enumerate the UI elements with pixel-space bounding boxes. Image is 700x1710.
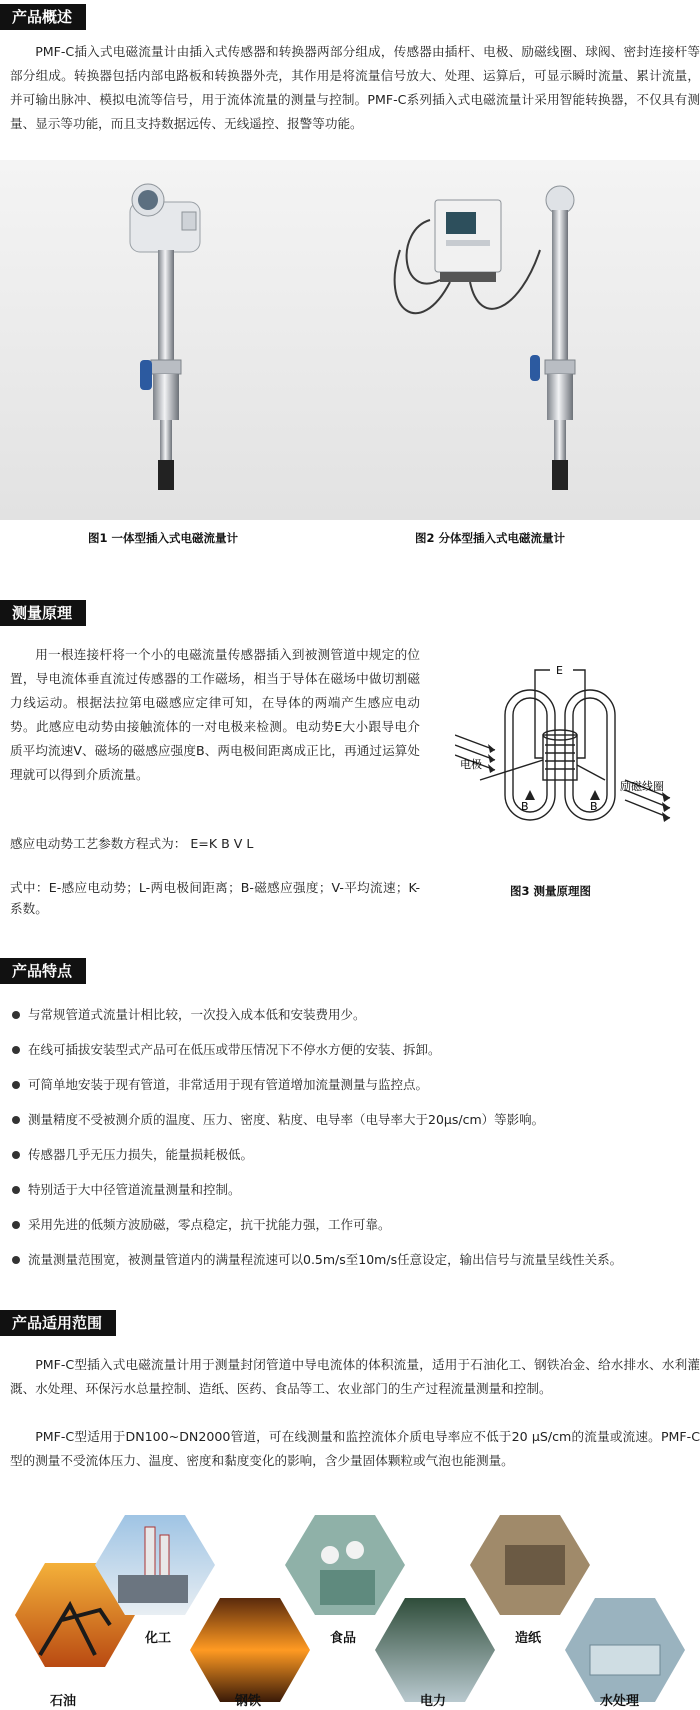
scope-heading: 产品适用范围 xyxy=(0,1310,116,1336)
industry-water-label: 水处理 xyxy=(600,1694,640,1709)
feature-item: 流量测量范围宽，被测量管道内的满量程流速可以0.5m/s至10m/s任意设定，输出信号与流量呈线性关系。 xyxy=(10,1250,700,1285)
principle-heading: 测量原理 xyxy=(0,600,86,626)
steel-hex xyxy=(190,1598,310,1702)
diagram-coil-label: 励磁线圈 xyxy=(620,780,664,793)
industry-collage xyxy=(0,1515,700,1710)
industry-steel-label: 钢铁 xyxy=(235,1694,262,1709)
features-heading: 产品特点 xyxy=(0,958,86,984)
feature-item: 测量精度不受被测介质的温度、压力、密度、粘度、电导率（电导率大于20μs/cm）等影响。 xyxy=(10,1110,700,1145)
scope-para1: PMF-C型插入式电磁流量计用于测量封闭管道中导电流体的体积流量，适用于石油化工、钢铁冶金、给水排水、水利灌溉、水处理、环保污水总量控制、造纸、医药、食品等工、农业部门的生产过程流量测量和控制。 xyxy=(10,1357,700,1396)
power-hex xyxy=(375,1598,495,1702)
feature-item: 与常规管道式流量计相比较，一次投入成本低和安装费用少。 xyxy=(10,1005,700,1040)
features-list xyxy=(10,1005,700,1285)
fig3-caption: 图3 测量原理图 xyxy=(510,884,592,898)
overview-text: PMF-C插入式电磁流量计由插入式传感器和转换器两部分组成，传感器由插杆、电极、励磁线圈、球阀、密封连接杆等部分组成。转换器包括内部电路板和转换器外壳，其作用是将流量信号放大、处理、运算后，可显示瞬时流量、累计流量，并可输出脉冲、模拟电流等信号，用于流体流量的测量与控制。PMF-C系列插入式电磁流量计采用智能转换器，不仅具有测量、显示等功能，而且支持数据远传、无线遥控、报警等功能。 xyxy=(10,44,700,131)
product-photos xyxy=(0,160,700,540)
industry-food-label: 食品 xyxy=(330,1631,357,1646)
diagram-b-right-label: B xyxy=(590,800,598,813)
industry-power-label: 电力 xyxy=(420,1694,447,1709)
industry-oil-label: 石油 xyxy=(50,1694,77,1709)
diagram-electrode-label: 电极 xyxy=(460,758,482,771)
overview-heading: 产品概述 xyxy=(0,4,86,30)
feature-item: 可简单地安装于现有管道，非常适用于现有管道增加流量测量与监控点。 xyxy=(10,1075,700,1110)
diagram-e-label: E xyxy=(556,664,563,677)
principle-text: 用一根连接杆将一个小的电磁流量传感器插入到被测管道中规定的位置，导电流体垂直流过传感器的工作磁场，相当于导体在磁场中做切割磁力线运动。根据法拉第电磁感应定律可知，在导体的两端产生感应电动势。此感应电动势由接触流体的一对电极来检测。电动势E大小跟导电介质平均流速V、磁场的磁感应强度B、两电极间距离成正比，再通过运算处理就可以得到介质流量。 xyxy=(10,647,420,782)
fig2-caption: 图2 分体型插入式电磁流量计 xyxy=(415,531,566,545)
diagram-b-left-label: B xyxy=(521,800,529,813)
principle-diagram xyxy=(455,650,700,880)
feature-item: 特别适于大中径管道流量测量和控制。 xyxy=(10,1180,700,1215)
feature-item: 在线可插拔安装型式产品可在低压或带压情况下不停水方便的安装、拆卸。 xyxy=(10,1040,700,1075)
feature-item: 传感器几乎无压力损失，能量损耗极低。 xyxy=(10,1145,700,1180)
fig1-caption: 图1 一体型插入式电磁流量计 xyxy=(88,531,239,545)
industry-chemical-label: 化工 xyxy=(145,1631,172,1646)
feature-item: 采用先进的低频方波励磁，零点稳定，抗干扰能力强，工作可靠。 xyxy=(10,1215,700,1250)
industry-paper-label: 造纸 xyxy=(515,1631,542,1646)
scope-para2: PMF-C型适用于DN100~DN2000管道，可在线测量和监控流体介质电导率应不低于20 μS/cm的流量或流速。PMF-C型的测量不受流体压力、温度、密度和黏度变化的影响，含少量固体颗粒或气泡也能测量。 xyxy=(10,1429,700,1468)
principle-legend: 式中：E-感应电动势；L-两电极间距离；B-磁感应强度；V-平均流速；K-系数。 xyxy=(10,880,420,916)
principle-equation: 感应电动势工艺参数方程式为： E=K B V L xyxy=(10,836,254,851)
